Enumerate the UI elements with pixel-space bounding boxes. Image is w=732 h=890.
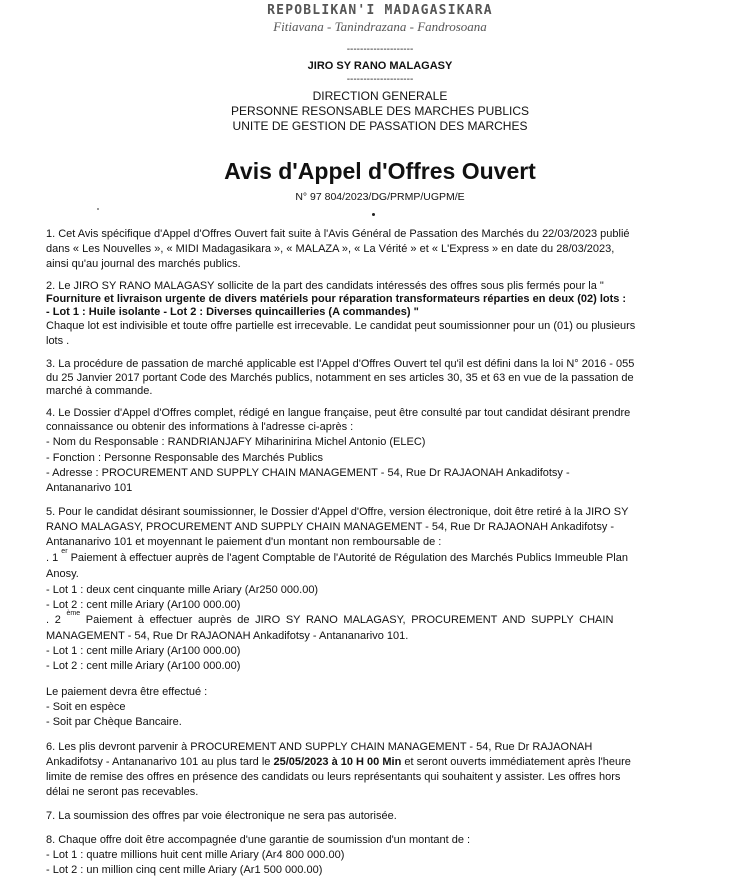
ordinal-suffix: ème: [66, 610, 81, 618]
national-motto: Fitiavana - Tanindrazana - Fandrosoana: [273, 19, 487, 34]
body-line: ainsi qu'au journal des marchés publics.: [46, 258, 241, 270]
body-line: - Lot 1 : cent mille Ariary (Ar100 000.00): [46, 645, 241, 657]
body-line: Anosy.: [46, 568, 79, 580]
department-line: DIRECTION GENERALE: [312, 89, 448, 103]
department-line: PERSONNE RESONSABLE DES MARCHES PUBLICS: [230, 104, 530, 118]
body-line: MANAGEMENT - 54, Rue Dr RAJAONAH Ankadifotsy - Antananarivo 101.: [46, 630, 409, 642]
body-line: 2. Le JIRO SY RANO MALAGASY sollicite de la part des candidats intéressés des offres sous plis fermés pour la ": [46, 280, 604, 292]
body-line: [46, 756, 631, 769]
body-line: - Lot 2 : cent mille Ariary (Ar100 000.00): [46, 660, 241, 672]
body-line: - Lot 1 : quatre millions huit cent mille Ariary (Ar4 800 000.00): [46, 849, 345, 861]
body-line: - Lot 2 : cent mille Ariary (Ar100 000.00): [46, 599, 241, 611]
body-line: Le paiement devra être effectué :: [46, 686, 208, 698]
body-line: RANO MALAGASY, PROCUREMENT AND SUPPLY CHAIN MANAGEMENT - 54, Rue Dr RAJAONAH Ankadifotsy -: [46, 521, 615, 533]
body-line: [46, 610, 614, 627]
separator-line: --------------------: [346, 74, 414, 85]
body-text: Ankadifotsy - Antananarivo 101 au plus tard le: [46, 756, 271, 768]
payment-text: Paiement à effectuer auprès de JIRO SY RANO MALAGASY, PROCUREMENT AND SUPPLY CHAIN: [85, 614, 614, 626]
body-line-bold: Fourniture et livraison urgente de divers matériels pour réparation transformateurs réparties en deux (02) lots :: [46, 293, 627, 305]
body-line: - Adresse : PROCUREMENT AND SUPPLY CHAIN MANAGEMENT - 54, Rue Dr RAJAONAH Ankadifotsy -: [46, 467, 570, 479]
body-line: [46, 548, 628, 565]
body-line: 1. Cet Avis spécifique d'Appel d'Offres Ouvert fait suite à l'Avis Général de Passation des Marchés du 22/03/2023 publié: [46, 228, 630, 240]
body-line: 4. Le Dossier d'Appel d'Offres complet, rédigé en langue française, peut être consulté par tout candidat désirant prendre: [46, 407, 631, 419]
ordinal-suffix: er: [61, 548, 68, 556]
scan-mark: [97, 208, 99, 210]
body-line: délai ne seront pas recevables.: [46, 786, 199, 798]
reference-number: N° 97 804/2023/DG/PRMP/UGPM/E: [295, 191, 465, 203]
separator-line: --------------------: [346, 44, 414, 55]
body-line: limite de remise des offres en présence des candidats ou leurs représentants qui souhaitent y assister. Les offres hors: [46, 771, 621, 783]
body-line-bold: - Lot 1 : Huile isolante - Lot 2 : Diverses quincailleries (A commandes) ": [46, 306, 419, 318]
payment-number: . 1: [46, 552, 59, 564]
body-line: connaissance ou obtenir des informations à l'adresse ci-après :: [46, 421, 354, 433]
scan-mark: [372, 213, 375, 216]
department-line: UNITE DE GESTION DE PASSATION DES MARCHES: [232, 119, 528, 133]
body-line: - Soit en espèce: [46, 701, 126, 713]
body-line: - Fonction : Personne Responsable des Marchés Publics: [46, 452, 323, 464]
body-text: et seront ouverts immédiatement après l'heure: [404, 756, 631, 768]
body-line: - Nom du Responsable : RANDRIANJAFY Miharinirina Michel Antonio (ELEC): [46, 436, 426, 448]
document-title: Avis d'Appel d'Offres Ouvert: [224, 158, 536, 184]
body-line: 5. Pour le candidat désirant soumissionner, le Dossier d'Appel d'Offre, version électronique, doit être retiré à la JIRO SY: [46, 506, 629, 518]
payment-number: . 2: [46, 614, 61, 626]
company-name: JIRO SY RANO MALAGASY: [307, 60, 453, 72]
body-line: - Lot 1 : deux cent cinquante mille Ariary (Ar250 000.00): [46, 584, 319, 596]
body-line: - Lot 2 : un million cinq cent mille Ariary (Ar1 500 000.00): [46, 864, 323, 876]
body-line: dans « Les Nouvelles », « MIDI Madagasikara », « MALAZA », « La Vérité » et « L'Express » en date du 28/03/2023,: [46, 243, 615, 255]
deadline-date: 25/05/2023 à 10 H 00 Min: [273, 756, 402, 768]
body-line: marché à commande.: [46, 385, 153, 397]
body-line: 8. Chaque offre doit être accompagnée d'une garantie de soumission d'un montant de :: [46, 834, 471, 846]
body-line: 3. La procédure de passation de marché applicable est l'Appel d'Offres Ouvert tel qu'il est défini dans la loi N° 2016 - 055: [46, 358, 635, 370]
body-line: Antananarivo 101 et moyennant le paiement d'un montant non remboursable de :: [46, 536, 442, 548]
body-line: - Soit par Chèque Bancaire.: [46, 716, 182, 728]
body-line: Antananarivo 101: [46, 482, 133, 494]
body-line: Chaque lot est indivisible et toute offre partielle est irrecevable. Le candidat peut soumissionner pour un (01) ou plusieurs: [46, 320, 636, 332]
republic-header: REPOBLIKAN'I MADAGASIKARA: [267, 3, 493, 18]
body-line: du 25 Janvier 2017 portant Code des Marchés publics, notamment en ses articles 30, 35 et 63 en vue de la passation de: [46, 372, 634, 384]
payment-text: Paiement à effectuer auprès de l'agent Comptable de l'Autorité de Régulation des Marchés Publics Immeuble Plan: [70, 552, 628, 564]
body-line: lots .: [46, 335, 70, 347]
body-line: 6. Les plis devront parvenir à PROCUREMENT AND SUPPLY CHAIN MANAGEMENT - 54, Rue Dr RAJAONAH: [46, 741, 593, 753]
body-line: 7. La soumission des offres par voie électronique ne sera pas autorisée.: [46, 810, 397, 822]
